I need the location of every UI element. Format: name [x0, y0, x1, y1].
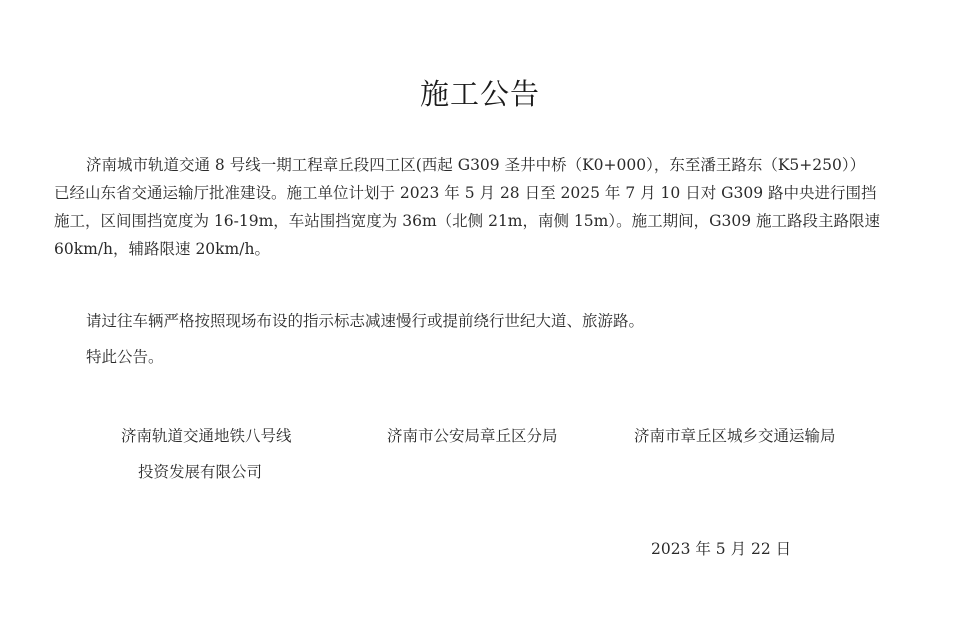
paragraph-1-line-3: 施工，区间围挡宽度为 16-19m，车站围挡宽度为 36m（北侧 21m，南侧 15m）。施工期间，G309 施工路段主路限速	[54, 212, 880, 230]
paragraph-1-line-2: 已经山东省交通运输厅批准建设。施工单位计划于 2023 年 5 月 28 日至 2025 年 7 月 10 日对 G309 路中央进行围挡	[54, 184, 877, 202]
notice-paragraph-1	[54, 151, 920, 263]
signatory-transport-bureau: 济南市章丘区城乡交通运输局	[634, 427, 836, 445]
notice-title: 施工公告	[419, 77, 540, 111]
paragraph-1-line-4: 60km/h，辅路限速 20km/h。	[54, 240, 270, 258]
signatory-metro-company-line-2: 投资发展有限公司	[138, 463, 263, 481]
signatory-metro-company-line-1: 济南轨道交通地铁八号线	[121, 427, 292, 445]
signatory-police-bureau: 济南市公安局章丘区分局	[387, 427, 558, 445]
notice-date: 2023 年 5 月 22 日	[651, 540, 792, 558]
notice-paragraph-2: 请过往车辆严格按照现场布设的指示标志减速慢行或提前绕行世纪大道、旅游路。	[86, 312, 645, 330]
paragraph-1-line-1: 济南城市轨道交通 8 号线一期工程章丘段四工区(西起 G309 圣井中桥（K0+000），东至潘王路东（K5+250））	[86, 156, 866, 174]
notice-paragraph-3: 特此公告。	[86, 348, 164, 366]
